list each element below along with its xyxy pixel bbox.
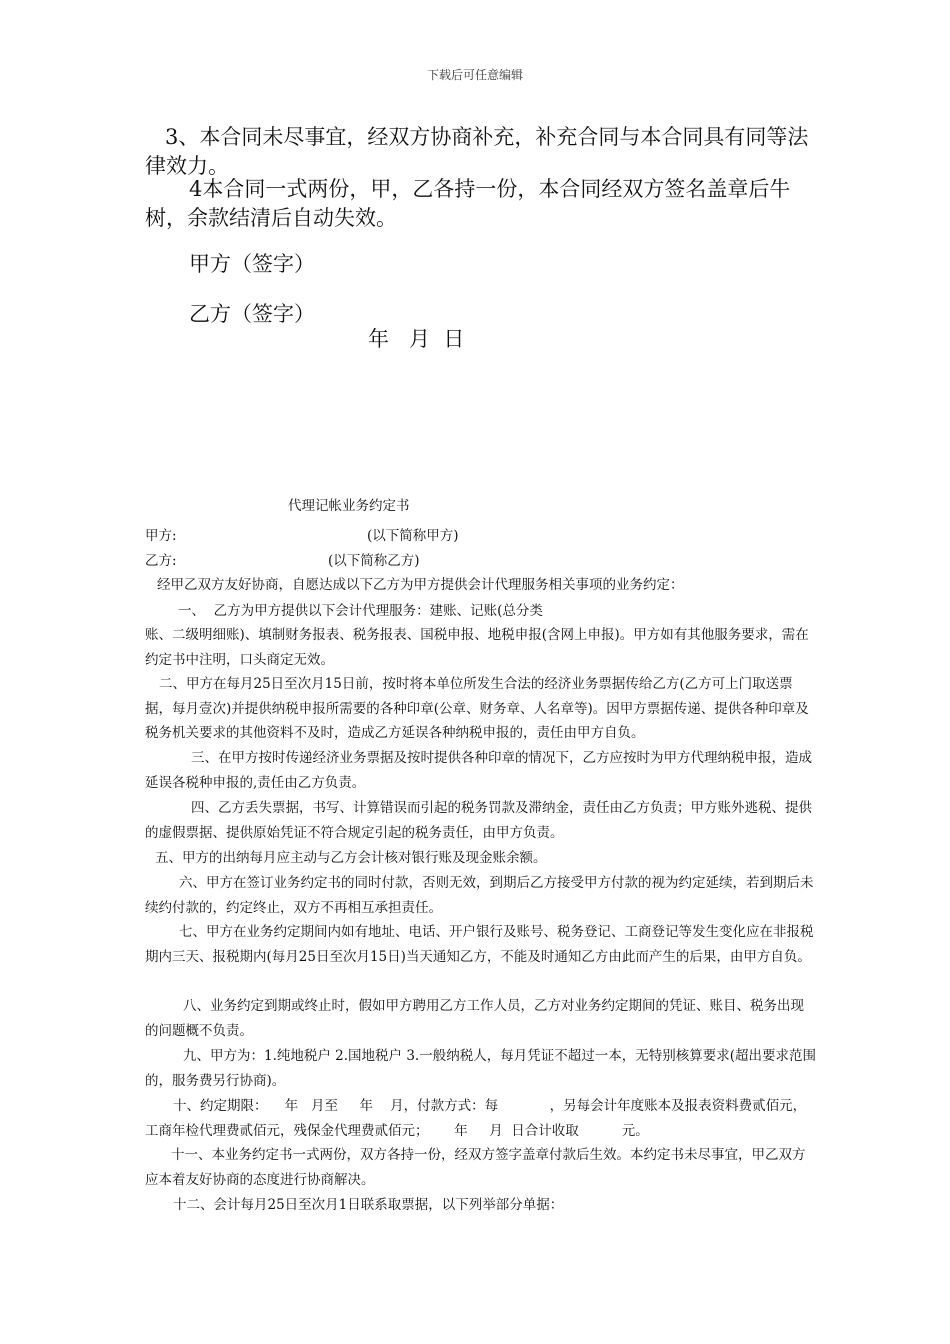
item-1-first-line: 一、 乙方为甲方提供以下会计代理服务：建账、记账(总分类 [178,603,543,619]
party-a-note: (以下简称甲方) [367,528,459,544]
item-3: 三、在甲方按时传递经济业务票据及按时提供各种印章的情况下，乙方应按时为甲方代理纳税申报，造成延误各税种申报的,责任由乙方负责。 [145,750,812,791]
party-a-label: 甲方: [145,528,177,544]
agreement-intro: 经甲乙双方友好协商，自愿达成以下乙方为甲方提供会计代理服务相关事项的业务约定： [157,577,684,593]
item-1-rest: 账、二级明细账)、填制财务报表、税务报表、国税申报、地税申报(含网上申报)。甲方如有其他服务要求，需在约定书中注明，口头商定无效。 [145,627,809,668]
item-10: 十、约定期限： 年 月至 年 月，付款方式：每 ，另每会计年度账本及报表资料费贰佰元，工商年检代理费贰佰元，残保金代理费贰佰元； 年 月 日合计收取 元。 [145,1098,807,1139]
item-11: 十一、本业务约定书一式两份，双方各持一份，经双方签字盖章付款后生效。本约定书未尽事宜，甲乙双方应本着友好协商的态度进行协商解决。 [145,1147,806,1188]
clause-4: 4本合同一式两份，甲，乙各持一份，本合同经双方签名盖章后牛树，余款结清后自动失效。 [145,177,791,230]
signature-date: 年 月 日 [368,327,465,351]
item-9: 九、甲方为：1.纯地税户 2.国地税户 3.一般纳税人，每月凭证不超过一本，无特别核算要求(超出要求范围的，服务费另行协商)。 [145,1048,816,1089]
party-a-signature: 甲方（签字） [189,252,315,276]
item-12: 十二、会计每月25日至次月1日联系取票据，以下列举部分单据： [173,1197,564,1213]
page-header: 下载后可任意编辑 [426,68,523,82]
clause-3: 3、本合同未尽事宜，经双方协商补充，补充合同与本合同具有同等法律效力。 [145,125,809,178]
item-2: 二、甲方在每月25日至次月15日前，按时将本单位所发生合法的经济业务票据传给乙方(乙方可上门取送票据，每月壹次)并提供纳税申报所需要的各种印章(公章、财务章、人名章等)。因甲方票据传递、提供各种印章及税务机关要求的其他资料不及时，造成乙方延误各种纳税申报的，责任由甲方自负。 [145,676,809,741]
party-b-note: (以下简称乙方) [328,553,420,569]
item-8: 八、业务约定到期或终止时，假如甲方聘用乙方工作人员，乙方对业务约定期间的凭证、账目、税务出现的问题概不负责。 [145,998,804,1039]
item-6: 六、甲方在签订业务约定书的同时付款，否则无效，到期后乙方接受甲方付款的视为约定延续，若到期后未续约付款的，约定终止，双方不再相互承担责任。 [145,875,814,916]
party-b-label: 乙方: [145,553,177,569]
item-4: 四、乙方丢失票据，书写、计算错误而引起的税务罚款及滞纳金，责任由乙方负责；甲方账外逃税、提供的虚假票据、提供原始凭证不符合规定引起的税务责任，由甲方负责。 [145,800,812,841]
item-7: 七、甲方在业务约定期间内如有地址、电话、开户银行及账号、税务登记、工商登记等发生变化应在非报税期内三天、报税期内(每月25日至次月15日)当天通知乙方，不能及时通知乙方由此而产生的后果，由甲方自负。 [145,924,814,965]
agreement-title: 代理记帐业务约定书 [288,498,410,514]
party-b-signature: 乙方（签字） [189,302,315,326]
item-5: 五、甲方的出纳每月应主动与乙方会计核对银行账及现金账余额。 [155,850,547,866]
